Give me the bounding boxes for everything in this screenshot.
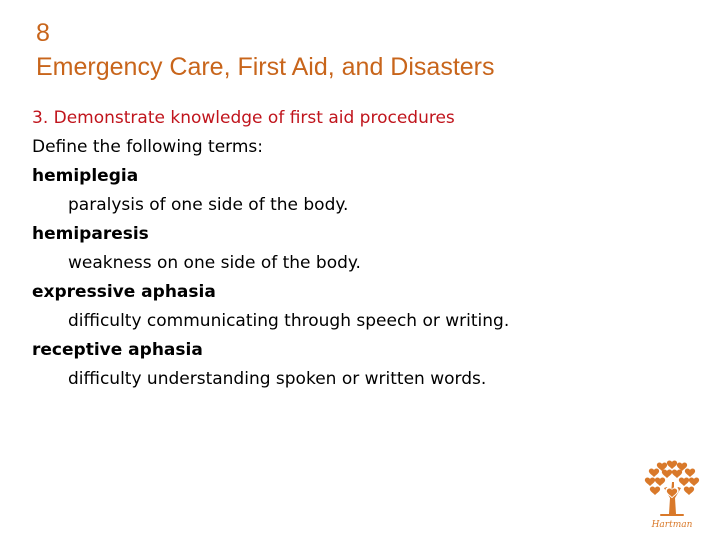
term-hemiparesis: hemiparesis [32, 224, 149, 244]
definition-hemiparesis: weakness on one side of the body. [68, 253, 361, 273]
chapter-number: 8 [36, 19, 50, 47]
term-hemiplegia: hemiplegia [32, 166, 139, 186]
slide-body [32, 104, 692, 394]
definition-hemiplegia: paralysis of one side of the body. [68, 195, 349, 215]
learning-objective: 3. Demonstrate knowledge of first aid procedures [32, 108, 455, 128]
logo-text: Hartman [651, 520, 693, 530]
heart-tree-icon [645, 461, 699, 516]
term-expressive-aphasia: expressive aphasia [32, 282, 216, 302]
hartman-logo [640, 456, 704, 532]
term-receptive-aphasia: receptive aphasia [32, 340, 203, 360]
instruction-text: Define the following terms: [32, 137, 263, 157]
definition-receptive-aphasia: difficulty understanding spoken or written words. [68, 369, 487, 389]
slide-header [36, 16, 495, 84]
definition-expressive-aphasia: difficulty communicating through speech or writing. [68, 311, 510, 331]
chapter-title: Emergency Care, First Aid, and Disasters [36, 53, 495, 81]
